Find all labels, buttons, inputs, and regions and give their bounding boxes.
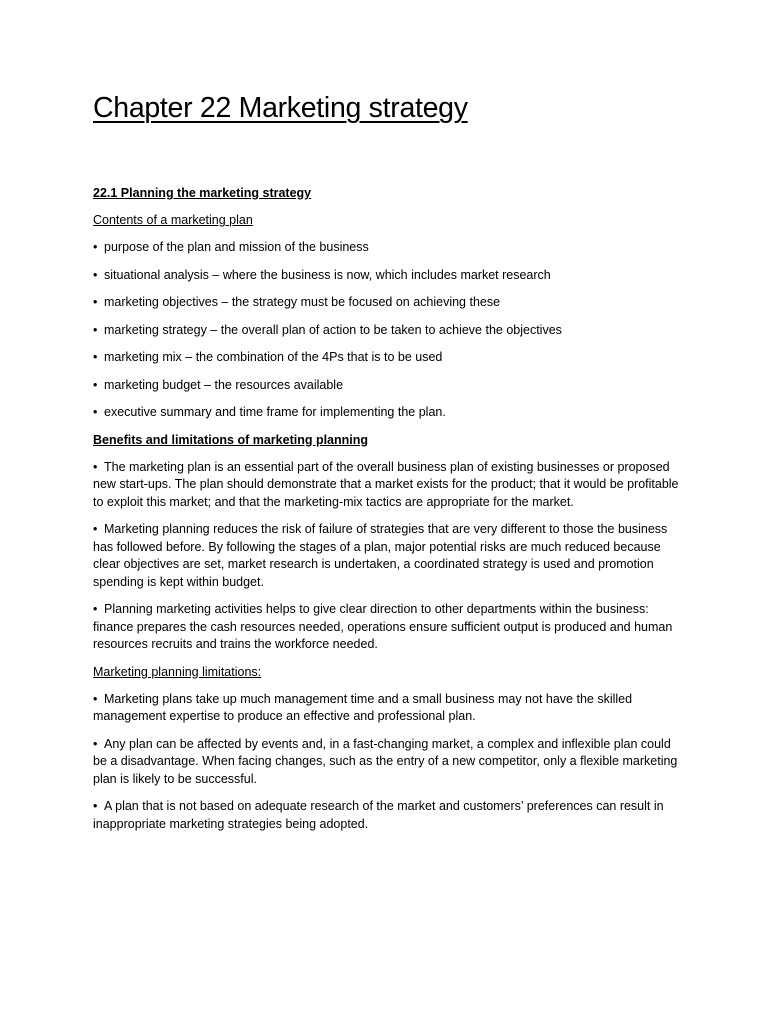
contents-list [93,239,683,422]
list-item-text: purpose of the plan and mission of the business [104,240,369,254]
bullet-icon: • [93,691,98,706]
list-item-text: marketing budget – the resources available [104,377,344,392]
list-item-text: marketing mix – the combination of the 4Ps that is to be used [104,350,443,364]
bullet-icon: • [93,602,98,616]
list-item-text: marketing objectives – the strategy must be focused on achieving these [104,295,501,309]
list-item [93,601,683,654]
list-item-text: A plan that is not based on adequate research of the market and customers’ preferences can result in inappropriate marketing strategies being adopted. [93,799,664,831]
list-item-text: Marketing plans take up much management time and a small business may not have the skilled management expertise to produce an effective and professional plan. [93,691,633,723]
bullet-icon: • [93,522,98,536]
bullet-icon: • [93,405,98,419]
list-item-text: marketing strategy – the overall plan of action to be taken to achieve the objectives [104,322,562,337]
limitations-heading: Marketing planning limitations: [93,664,262,679]
chapter-title: Chapter 22 Marketing strategy [93,92,468,124]
section-heading: 22.1 Planning the marketing strategy [93,186,312,200]
list-item-text: executive summary and time frame for implementing the plan. [104,405,446,419]
list-item [93,294,683,312]
bullet-icon: • [93,799,98,813]
list-item [93,349,683,367]
list-item [93,521,683,591]
list-item [93,267,683,285]
list-item [93,459,683,512]
bullet-icon: • [93,322,98,337]
list-item [93,239,683,257]
list-item [93,322,683,340]
list-item-text: Any plan can be affected by events and, in a fast-changing market, a complex and inflexible plan could be a disadvantage. When facing changes, such as the entry of a new competitor, only a flexible marketing plan is likely to be successful. [93,736,678,786]
list-item-text: situational analysis – where the business is now, which includes market research [104,267,551,282]
list-item-text: The marketing plan is an essential part of the overall business plan of existing businesses or proposed new start-ups. The plan should demonstrate that a market exists for the product; that it would be profitable to exploit this market; and that the marketing-mix tactics are appropriate for the market. [93,459,679,509]
list-item [93,377,683,395]
list-item [93,798,683,833]
bullet-icon: • [93,267,98,282]
list-item [93,736,683,789]
list-item-text: Marketing planning reduces the risk of failure of strategies that are very different to those the business has followed before. By following the stages of a plan, major potential risks are much reduced because clear objectives are set, market research is undertaken, a coordinated strategy is used and promotion spending is kept within budget. [93,522,668,589]
bullet-icon: • [93,736,98,751]
benefits-list [93,459,683,654]
bullet-icon: • [93,295,98,309]
bullet-icon: • [93,240,98,254]
list-item-text: Planning marketing activities helps to give clear direction to other departments within the business: finance prepares the cash resources needed, operations ensure sufficient output is produced and human resources recruits and trains the workforce needed. [93,602,673,651]
contents-heading: Contents of a marketing plan [93,213,253,227]
bullet-icon: • [93,350,98,364]
bullet-icon: • [93,459,98,474]
limitations-list [93,691,683,834]
document-page [93,88,683,843]
list-item [93,404,683,422]
list-item [93,691,683,726]
benefits-heading: Benefits and limitations of marketing planning [93,432,369,447]
bullet-icon: • [93,377,98,392]
